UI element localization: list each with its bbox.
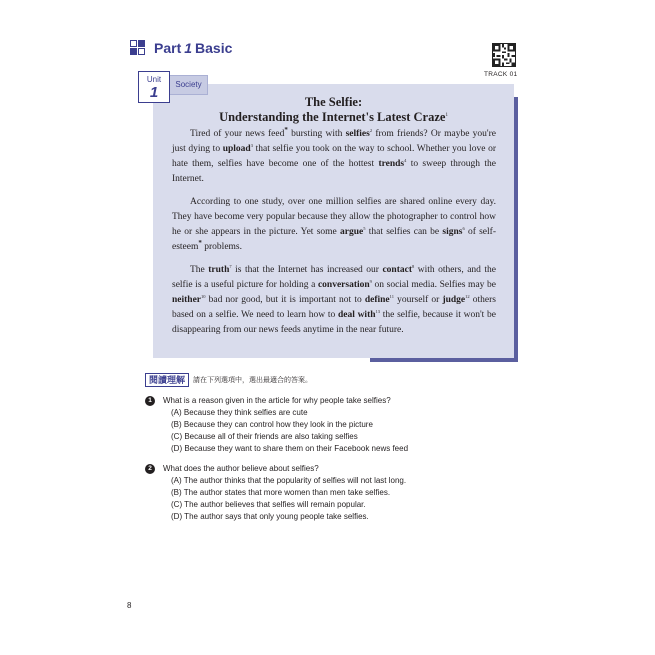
text-run: problems.	[201, 242, 242, 252]
title-line-1: The Selfie:	[304, 95, 363, 109]
star-mark: *	[284, 125, 288, 134]
vocab-number: 3	[250, 142, 253, 148]
article-paragraph	[172, 263, 496, 338]
page-number: 8	[127, 601, 132, 610]
quiz-instruction: 請在下列選項中，選出最適合的答案。	[193, 377, 313, 384]
unit-label: Unit	[146, 75, 162, 84]
vocab-word: upload	[222, 144, 251, 154]
article-paragraph	[172, 195, 496, 255]
part-label	[154, 40, 232, 56]
part-header	[130, 36, 232, 60]
question-number: 1	[145, 396, 155, 406]
quiz-header	[145, 373, 475, 387]
question-line	[145, 463, 475, 475]
question-item	[145, 463, 475, 523]
vocab-word: selfies	[345, 129, 370, 139]
text-run: The	[190, 265, 209, 275]
text-run: to sweep through the Internet.	[172, 159, 496, 184]
text-run: the selfie, because it won't be disappearing from our news feeds anytime in the near future.	[172, 310, 497, 335]
vocab-word: truth	[208, 265, 230, 275]
part-number: 1	[184, 40, 193, 56]
vocab-word: define	[364, 295, 390, 305]
text-run: of self-esteem	[172, 227, 496, 252]
quiz-badge: 閱讀理解	[145, 373, 189, 387]
question-text: What is a reason given in the article for why people take selfies?	[163, 396, 391, 405]
star-mark: *	[198, 238, 202, 247]
answer-option[interactable]: (D) The author says that only young people take selfies.	[171, 512, 369, 521]
article-shadow-bottom	[370, 358, 518, 362]
question-number: 2	[145, 464, 155, 474]
vocab-number: 7	[229, 263, 232, 269]
vocab-number: 9	[369, 278, 372, 284]
answer-option[interactable]: (B) Because they can control how they look in the picture	[171, 420, 373, 429]
text-run: According to one study, over one million selfies are shared online every day. They have become very popular because they allow the photographer to control how he or she appears in the picture. Yet some	[172, 197, 496, 237]
text-run: bursting with	[287, 129, 346, 139]
vocab-word: trends	[378, 159, 405, 169]
question-list	[145, 395, 475, 523]
vocab-word: deal with	[337, 310, 376, 320]
title-footnote: 1	[445, 113, 448, 118]
vocab-number: 11	[389, 293, 394, 299]
vocab-number: 6	[462, 225, 465, 231]
question-text: What does the author believe about selfies?	[163, 464, 319, 473]
title-line-2-text: Understanding the Internet's Latest Craze	[219, 110, 446, 125]
vocab-word: signs	[442, 227, 463, 237]
vocab-word: judge	[442, 295, 466, 305]
text-run: that selfie you took on the way to school. Whether you love or hate them, selfies have become one of the hottest	[172, 144, 496, 169]
vocab-word: conversation	[317, 280, 370, 290]
answer-option[interactable]: (D) Because they want to share them on their Facebook news feed	[171, 444, 409, 453]
vocab-number: 2	[369, 127, 373, 133]
unit-badge	[138, 71, 170, 103]
reading-quiz	[145, 373, 475, 523]
answer-option[interactable]: (C) Because all of their friends are also taking selfies	[171, 432, 358, 441]
article-body	[172, 127, 496, 346]
vocab-number: 4	[404, 157, 407, 163]
vocab-number: 8	[412, 263, 415, 269]
text-run: bad nor good, but it is important not to	[205, 295, 365, 305]
vocab-number: 10	[201, 293, 206, 299]
qr-code-icon[interactable]	[492, 43, 516, 67]
text-run: on social media. Selfies may be	[371, 280, 496, 290]
vocab-word: neither	[172, 295, 202, 305]
text-run: is that the Internet has increased our	[231, 265, 383, 275]
vocab-number: 12	[465, 293, 470, 299]
question-item	[145, 395, 475, 455]
topic-tab: Society	[170, 75, 208, 95]
text-run: yourself or	[394, 295, 443, 305]
vocab-word: argue	[340, 227, 364, 237]
vocab-number: 5	[363, 225, 366, 231]
text-run: others based on a selfie. We need to learn how to	[172, 295, 497, 320]
track-label: TRACK 01	[484, 71, 518, 78]
vocab-word: contact	[382, 265, 412, 275]
article-paragraph	[172, 127, 496, 187]
article-title	[153, 95, 514, 124]
answer-option[interactable]: (A) The author thinks that the popularity of selfies will not last long.	[171, 476, 407, 485]
part-title: Basic	[195, 40, 233, 56]
answer-option[interactable]: (A) Because they think selfies are cute	[171, 408, 308, 417]
text-run: Tired of your news feed	[190, 129, 285, 139]
text-run: from friends? Or maybe you're just dying to	[172, 129, 497, 154]
vocab-number: 13	[375, 308, 381, 314]
answer-option[interactable]: (C) The author believes that selfies will remain popular.	[171, 500, 366, 509]
title-line-2	[153, 109, 514, 124]
answer-option[interactable]: (B) The author states that more women than men take selfies.	[171, 488, 391, 497]
article-shadow-right	[514, 97, 518, 362]
question-line	[145, 395, 475, 407]
unit-number: 1	[149, 84, 159, 101]
text-run: that selfies can be	[365, 227, 443, 237]
part-prefix: Part	[154, 40, 182, 56]
grid-icon	[130, 40, 148, 56]
text-run: with others, and the selfie is a useful picture for holding a	[172, 265, 496, 290]
